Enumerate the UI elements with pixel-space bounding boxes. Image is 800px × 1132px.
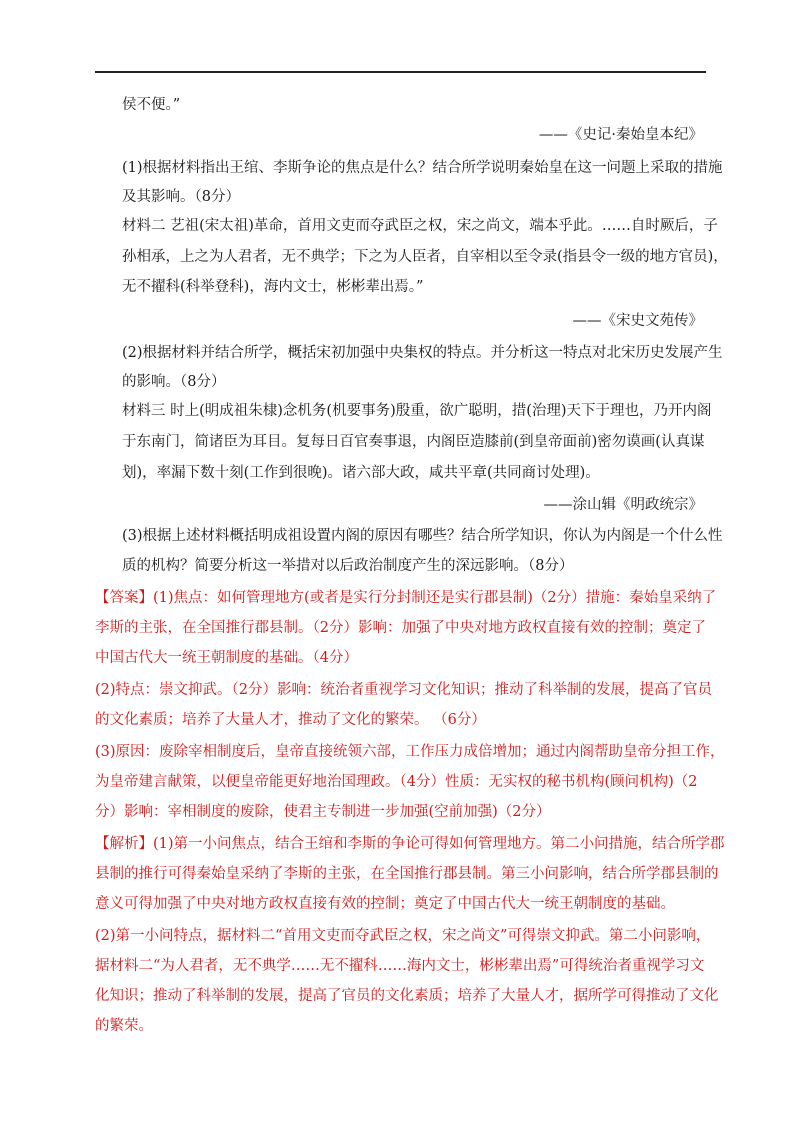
question-3-line-1: (3)根据上述材料概括明成祖设置内阁的原因有哪些？结合所学知识，你认为内阁是一个什么性 xyxy=(122,528,723,544)
analysis-line: 化知识；推动了科举制的发展，提高了官员的文化素质；培养了大量人才，据所学可得推动了文化 xyxy=(95,988,719,1004)
answer-line: (2)特点：崇文抑武。（2分）影响：统治者重视学习文化知识；推动了科举制的发展，提高了官员 xyxy=(95,682,713,698)
material-3-line-2: 于东南门，简诸臣为耳目。复每日百官奏事退，内阁臣造膝前(到皇帝面前)密勿谟画(认真谋 xyxy=(122,434,705,450)
answer-line: 【答案】(1)焦点：如何管理地方(或者是实行分封制还是实行郡县制)（2分）措施：秦始皇采纳了 xyxy=(95,590,717,606)
answer-line: 李斯的主张，在全国推行郡县制。（2分）影响：加强了中央对地方政权直接有效的控制；奠定了 xyxy=(95,620,706,636)
question-3-line-2: 质的机构？简要分析这一举措对以后政治制度产生的深远影响。（8分） xyxy=(122,558,574,574)
question-2-line-2: 的影响。（8分） xyxy=(122,374,226,390)
source-citation: ——涂山辑《明政统宗》 xyxy=(543,497,703,513)
analysis-line: 据材料二“为人君者，无不典学……无不擢科……海内文士，彬彬辈出焉”可得统治者重视学习文 xyxy=(95,958,705,974)
answer-line: 分）影响：宰相制度的废除，使君主专制进一步加强(空前加强)（2分） xyxy=(95,804,551,820)
analysis-line: 的繁荣。 xyxy=(95,1018,153,1034)
question-2-line-1: (2)根据材料并结合所学，概括宋初加强中央集权的特点。并分析这一特点对北宋历史发展产生 xyxy=(122,345,723,361)
source-citation: ——《宋史文苑传》 xyxy=(572,313,703,329)
material-3-line-3: 划)，率漏下数十刻(工作到很晚)。诸六部大政，咸共平章(共同商讨处理)。 xyxy=(122,465,600,481)
material-2-line-3: 无不擢科(科举登科)，海内文士，彬彬辈出焉。” xyxy=(122,279,424,295)
top-rule xyxy=(95,71,706,73)
analysis-line: 县制的推行可得秦始皇采纳了李斯的主张，在全国推行郡县制。第三小问影响，结合所学郡县制的 xyxy=(95,866,719,882)
answer-line: 为皇帝建言献策，以便皇帝能更好地治国理政。（4分）性质：无实权的秘书机构(顾问机构)（2 xyxy=(95,774,698,790)
material-2-line-1: 材料二 艺祖(宋太祖)革命，首用文吏而夺武臣之权，宋之尚文，端本乎此。……自时厥后，子 xyxy=(122,218,718,234)
answer-line: (3)原因：废除宰相制度后，皇帝直接统领六部，工作压力成倍增加；通过内阁帮助皇帝分担工作， xyxy=(95,744,725,760)
analysis-line: (2)第一小问特点，据材料二“首用文吏而夺武臣之权，宋之尚文”可得崇文抑武。第二小问影响， xyxy=(95,928,711,944)
material-3-line-1: 材料三 时上(明成祖朱棣)念机务(机要事务)殷重，欲广聪明，措(治理)天下于理也，乃开内阁 xyxy=(122,403,712,419)
text-line: 侯不便。” xyxy=(122,97,181,113)
analysis-line: 【解析】(1)第一小问焦点，结合王绾和李斯的争论可得如何管理地方。第二小问措施，结合所学郡 xyxy=(95,836,725,852)
question-1-line-1: (1)根据材料指出王绾、李斯争论的焦点是什么？结合所学说明秦始皇在这一问题上采取的措施 xyxy=(122,160,723,176)
answer-line: 的文化素质；培养了大量人才，推动了文化的繁荣。 （6分） xyxy=(95,712,486,728)
analysis-line: 意义可得加强了中央对地方政权直接有效的控制；奠定了中国古代大一统王朝制度的基础。 xyxy=(95,896,675,912)
question-1-line-2: 及其影响。（8分） xyxy=(122,189,240,205)
source-citation: ——《史记·秦始皇本纪》 xyxy=(538,127,703,143)
answer-line: 中国古代大一统王朝制度的基础。（4分） xyxy=(95,650,358,666)
material-2-line-2: 孙相承，上之为人君者，无不典学；下之为人臣者，自宰相以至令录(指县令一级的地方官员)， xyxy=(122,249,728,265)
